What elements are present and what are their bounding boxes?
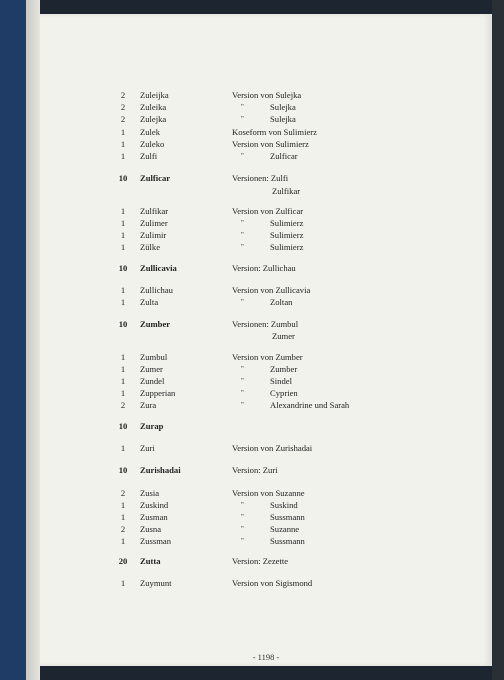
list-item [40, 329, 492, 343]
book-spine [0, 0, 26, 680]
entry-count: 20 [118, 556, 128, 566]
entry-name: Zullicavia [140, 263, 177, 273]
ditto-mark: " [241, 103, 244, 111]
ditto-mark: " [241, 513, 244, 521]
ditto-mark: " [241, 377, 244, 385]
ditto-mark: " [241, 537, 244, 545]
entry-description: Version von Zullicavia [232, 285, 311, 295]
entry-count: 1 [120, 242, 126, 252]
entry-description: Version von Zulficar [232, 206, 304, 216]
list-item [40, 295, 492, 309]
entry-description: Suskind [270, 500, 298, 510]
entry-count: 1 [120, 139, 126, 149]
entry-name: Zulek [140, 127, 161, 137]
entry-description: Zoltan [270, 297, 293, 307]
entry-description: Version von Zumber [232, 352, 303, 362]
entry-name: Zusia [140, 488, 160, 498]
entry-count: 10 [118, 173, 128, 183]
entry-name: Zuleko [140, 139, 165, 149]
entry-name: Zumbul [140, 352, 168, 362]
ditto-mark: " [241, 525, 244, 533]
entry-count: 10 [118, 319, 128, 329]
ditto-mark: " [241, 231, 244, 239]
background-right [492, 0, 504, 680]
list-item [40, 576, 492, 590]
entry-name: Zussman [140, 536, 172, 546]
list-item [40, 554, 492, 568]
entry-name: Zumer [140, 364, 163, 374]
entry-description: Version: Zuri [232, 465, 278, 475]
entry-description: Zulficar [270, 151, 298, 161]
ditto-mark: " [241, 389, 244, 397]
entry-subversion: Zumer [272, 331, 295, 341]
list-item [40, 463, 492, 477]
entry-subversion: Zulfikar [272, 186, 301, 196]
entry-count: 1 [120, 297, 126, 307]
entry-name: Zuri [140, 443, 155, 453]
entry-name: Zulficar [140, 173, 171, 183]
entry-name: Zulimer [140, 218, 168, 228]
entry-name: Zundel [140, 376, 165, 386]
entry-description: Version von Suzanne [232, 488, 305, 498]
entry-count: 1 [120, 512, 126, 522]
entry-name: Zusman [140, 512, 168, 522]
entry-description: Sussmann [270, 512, 305, 522]
book-page [40, 14, 492, 666]
ditto-mark: " [241, 219, 244, 227]
entry-description: Version: Zullichau [232, 263, 296, 273]
entry-name: Zullichau [140, 285, 173, 295]
entry-description: Koseform von Sulimierz [232, 127, 317, 137]
entry-name: Zura [140, 400, 157, 410]
entry-count: 1 [120, 127, 126, 137]
entry-count: 2 [120, 488, 126, 498]
entry-count: 1 [120, 206, 126, 216]
list-item [40, 112, 492, 126]
entry-count: 1 [120, 578, 126, 588]
entry-count: 1 [120, 230, 126, 240]
entry-description: Version von Sigismond [232, 578, 313, 588]
entry-name: Zupperian [140, 388, 176, 398]
entry-count: 2 [120, 102, 126, 112]
entry-name: Zulejka [140, 114, 167, 124]
entry-name: Zulimir [140, 230, 167, 240]
entry-name: Zuleijka [140, 90, 169, 100]
ditto-mark: " [241, 115, 244, 123]
list-item [40, 240, 492, 254]
entry-count: 2 [120, 524, 126, 534]
entry-description: Versionen: Zumbul [232, 319, 299, 329]
ditto-mark: " [241, 401, 244, 409]
entry-count: 2 [120, 400, 126, 410]
entry-count: 1 [120, 352, 126, 362]
entry-description: Sussmann [270, 536, 305, 546]
entry-name: Zuymunt [140, 578, 172, 588]
entry-count: 1 [120, 376, 126, 386]
entry-name: Zusna [140, 524, 162, 534]
entry-description: Sulimierz [270, 242, 304, 252]
entry-count: 10 [118, 263, 128, 273]
entry-count: 2 [120, 90, 126, 100]
entry-count: 1 [120, 500, 126, 510]
entry-name: Zurishadai [140, 465, 181, 475]
entry-count: 1 [120, 151, 126, 161]
entry-count: 1 [120, 218, 126, 228]
entry-description: Zumber [270, 364, 298, 374]
entry-name: Zülke [140, 242, 161, 252]
list-item [40, 171, 492, 185]
list-item [40, 441, 492, 455]
entry-count: 1 [120, 285, 126, 295]
page-stack-edge [26, 0, 40, 680]
list-item [40, 261, 492, 275]
list-item [40, 184, 492, 198]
page-number: - 1198 - [252, 652, 280, 662]
entry-description: Sulimierz [270, 230, 304, 240]
entry-name: Zuskind [140, 500, 169, 510]
entry-name: Zulta [140, 297, 159, 307]
entry-description: Version: Zezette [232, 556, 289, 566]
entry-count: 1 [120, 443, 126, 453]
entry-name: Zulfi [140, 151, 158, 161]
entry-name: Zurap [140, 421, 164, 431]
entry-count: 2 [120, 114, 126, 124]
ditto-mark: " [241, 501, 244, 509]
entry-count: 10 [118, 421, 128, 431]
list-item [40, 419, 492, 433]
entry-name: Zulfikar [140, 206, 169, 216]
list-item [40, 534, 492, 548]
entry-description: Sulejka [270, 114, 296, 124]
ditto-mark: " [241, 243, 244, 251]
entry-count: 1 [120, 364, 126, 374]
entry-description: Suzanne [270, 524, 300, 534]
entry-name: Zuleika [140, 102, 167, 112]
entry-name: Zumber [140, 319, 171, 329]
ditto-mark: " [241, 152, 244, 160]
entry-description: Versionen: Zulfi [232, 173, 289, 183]
entry-count: 10 [118, 465, 128, 475]
entry-count: 1 [120, 388, 126, 398]
entry-description: Cyprien [270, 388, 298, 398]
entry-description: Sindel [270, 376, 292, 386]
entry-description: Version von Zurishadai [232, 443, 313, 453]
list-item [40, 149, 492, 163]
entry-description: Sulejka [270, 102, 296, 112]
entry-description: Alexandrine und Sarah [270, 400, 350, 410]
entry-count: 1 [120, 536, 126, 546]
ditto-mark: " [241, 365, 244, 373]
entry-description: Version von Sulimierz [232, 139, 309, 149]
list-item [40, 398, 492, 412]
ditto-mark: " [241, 298, 244, 306]
entry-description: Sulimierz [270, 218, 304, 228]
entry-description: Version von Sulejka [232, 90, 302, 100]
entry-name: Zutta [140, 556, 161, 566]
